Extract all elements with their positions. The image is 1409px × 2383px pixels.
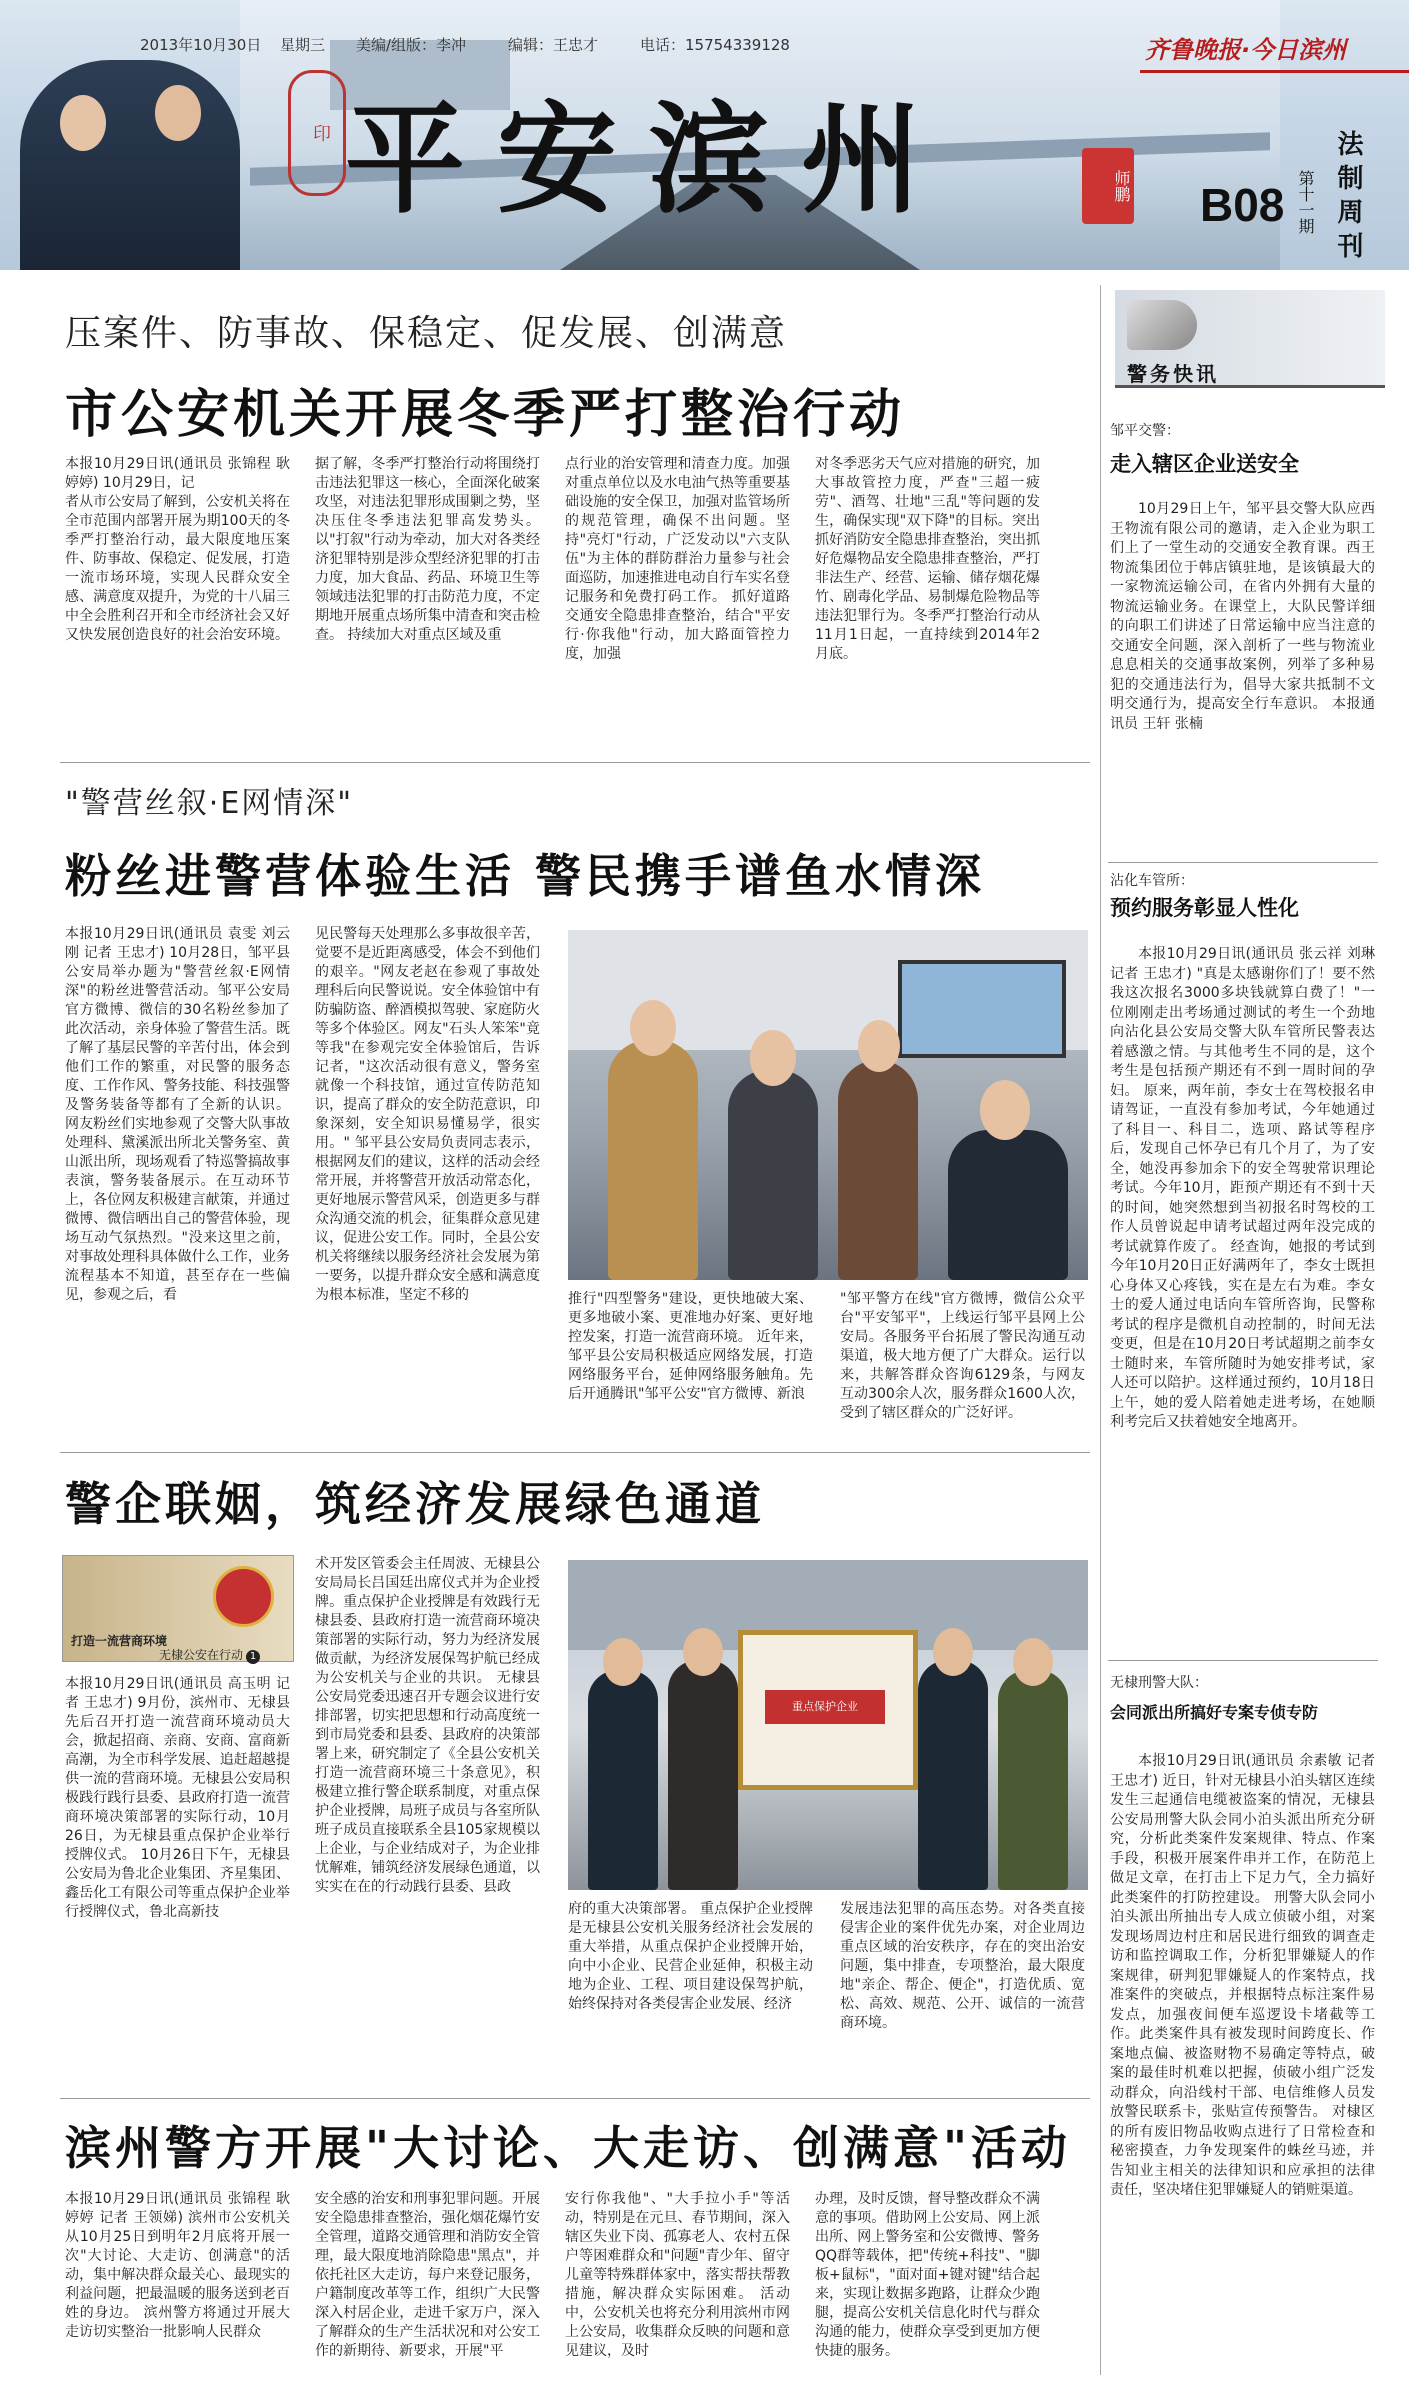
photo-person bbox=[918, 1660, 988, 1890]
photo-head bbox=[858, 1020, 900, 1072]
sidebar-item3-unit: 无棣刑警大队： bbox=[1110, 1675, 1208, 1691]
masthead bbox=[0, 0, 1409, 270]
article2-col1: 本报10月29日讯(通讯员 袁雯 刘云刚 记者 王忠才) 10月28日，邹平县公安局举办题为"警营丝叙·E网情深"的粉丝进警营活动。邹平公安局官方微博、微信的30名粉丝参加了此次活动，亲身体验了警营生活。既了解了基层民警的辛苦付出，体会到他们工作的繁重，对民警的服务态度、工作作风、警务技能、科技强警及警务装备等都有了全新的认识。 网友粉丝们实地参观了交警大队事故处理科、黛溪派出所北关警务室、黄山派出所，现场观看了特巡警搞故事表演，警务装备展示。在互动环节上，各位网友积极建言献策，并通过微博、微信晒出自己的警营体验，现场互动气氛热烈。"没来这里之前，对事故处理科具体做什么工作，业务流程基本不知道，甚至存在一些偏见，参观之后，看 bbox=[65, 926, 290, 1303]
article2-col4: "邹平警方在线"官方微博，微信公众平台"平安邹平"，上线运行邹平县网上公安局。各服务平台拓展了警民沟通互动渠道，极大地方便了广大群众。运行以来，共解答群众咨询6129条，与网友互动300余人次，服务群众1600人次，受到了辖区群众的广泛好评。 bbox=[840, 1291, 1085, 1421]
series-sub-text: 无棣公安在行动 bbox=[159, 1648, 244, 1662]
police-face-female bbox=[60, 95, 106, 151]
sidebar-item2-body: 本报10月29日讯(通讯员 张云祥 刘琳 记者 王忠才) "真是太感谢你们了！要不然我这次报名3000多块钱就算白费了！"一位刚刚走出考场通过测试的考生一个劲地向沾化县公安局交警大队车管所民警表达着感激之情。与其他考生不同的是，这个考生是包括预产期还有不到一周时间的孕妇。 原来，两年前，李女士在驾校报名申请驾证，一直没有参加考试，今年她通过了科目一、科目二，选项、路试等程序后，发现自己怀孕已有几个月了，为了安全，她没再参加余下的安全驾驶常识理论考试。今年10月，距预产期还有不到十天的时间，她突然想到当初报名时驾校的工作人员曾说起申请考试超过两年没完成的考试就算作废了。 经查询，她报的考试到今年10月20日正好满两年了，李女士既担心身体又心疼钱，实在是左右为难。李女士的爱人通过电话向车管所咨询，民警称考试的程序是微机自动控制的，时间无法变更，但是在10月20日考试超期之前李女士随时来，车管所随时为她安排考试，家人还可以陪护。这样通过预约，10月18日上午，她的爱人陪着她走进考场，在她顺利考完后又扶着她安全地离开。 bbox=[1110, 946, 1375, 1430]
article4-col1: 本报10月29日讯(通讯员 张锦程 耿婷婷 记者 王领娣) 滨州市公安机关从10月25日到明年2月底将开展一次"大讨论、大走访、创满意"的活动，集中解决群众最关心、最现实的利益问题，把最温暖的服务送到老百姓的身边。 滨州警方将通过开展大走访切实整治一批影响人民群众 bbox=[65, 2191, 290, 2340]
article1-col4: 对冬季恶劣天气应对措施的研究，加大事故管控力度，严查"三超一疲劳"、酒驾、壮地"三乱"等问题的发生，确保实现"双下降"的目标。突出抓好消防安全隐患排查整治，突出抓好危爆物品安全隐患排查整治，严打非法生产、经营、运输、储存烟花爆竹、剧毒化学品、易制爆危险物品等违法犯罪行为。冬季严打整治行动从11月1日起，一直持续到2014年2月底。 bbox=[815, 456, 1040, 662]
article3-col4: 发展违法犯罪的高压态势。对各类直接侵害企业的案件优先办案，对企业周边重点区域的治安秩序，存在的突出治安问题，集中排查，专项整治，最大限度地"亲企、帮企、便企"，打造优质、宽松、高效、规范、公开、诚信的一流营商环境。 bbox=[840, 1901, 1085, 2031]
photo-person bbox=[588, 1670, 658, 1890]
photo-person bbox=[948, 1130, 1068, 1280]
sidebar-item2-title: 预约服务彰显人性化 bbox=[1110, 896, 1299, 920]
article2-kicker: "警营丝叙·E网情深" bbox=[65, 786, 354, 821]
newspaper-brand: 齐鲁晚报·今日滨州 bbox=[1145, 36, 1347, 64]
photo-plaque-ceremony bbox=[568, 1560, 1088, 1890]
divider bbox=[60, 1452, 1090, 1453]
article3-col1: 本报10月29日讯(通讯员 高玉明 记者 王忠才) 9月份，滨州市、无棣县先后召开打造一流营商环境动员大会，掀起招商、亲商、安商、富商新高潮，为全市科学发展、追赶超越提供一流的营商环境。无棣县公安局积极践行践行县委、县政府打造一流营商环境决策部署的实际行动，10月26日，为无棣县重点保护企业举行授牌仪式。 10月26日下午，无棣县公安局为鲁北企业集团、齐星集团、鑫岳化工有限公司等重点保护企业举行授牌仪式，鲁北高新技 bbox=[65, 1676, 290, 1920]
sidebar-item1-unit: 邹平交警： bbox=[1110, 423, 1180, 439]
article1-col1 bbox=[65, 455, 290, 740]
masthead-designer: 美编/组版：李冲 bbox=[356, 36, 467, 54]
divider bbox=[60, 2098, 1090, 2099]
article3-col2: 术开发区管委会主任周波、无棣县公安局局长吕国廷出席仪式并为企业授牌。重点保护企业授牌是有效践行无棣县委、县政府打造一流营商环境决策部署的实际行动，努力为经济发展做贡献，为经济发展保驾护航已经成为公安机关与企业的共识。 无棣县公安局党委迅速召开专题会议进行安排部署，切实把思想和行动高度统一到市局党委和县委、县政府的决策部署上来，研究制定了《全县公安机关打造一流营商环境三十条意见》，积极建立推行警企联系制度，对重点保护企业授牌，局班子成员与各室所队班子成员直接联系全县105家规模以上企业，与企业结成对子，为企业排忧解难，铺筑经济发展绿色通道，以实实在在的行动践行县委、县政 bbox=[315, 1556, 540, 1895]
sidebar-item1-body: 10月29日上午，邹平县交警大队应西王物流有限公司的邀请，走入企业为职工们上了一堂生动的交通安全教育课。西王物流集团位于韩店镇驻地，是该镇最大的一家物流运输公司，在省内外拥有大量的物流运输业务。在课堂上，大队民警详细的向职工们讲述了日常运输中应当注意的交通安全问题，深入剖析了一些与物流业息息相关的交通事故案例，列举了多种易犯的交通违法行为，倡导大家共抵制不文明交通行为，提高安全行车意识。 本报通讯员 王轩 张楠 bbox=[1110, 501, 1375, 732]
series-number-badge: 1 bbox=[246, 1650, 260, 1664]
sidebar-item3-title: 会同派出所搞好专案专侦专防 bbox=[1110, 1703, 1319, 1722]
photo-person bbox=[998, 1670, 1068, 1890]
article1-dateline: 本报10月29日讯(通讯员 张锦程 耿婷婷) 10月29日，记 bbox=[65, 456, 290, 491]
divider bbox=[1108, 1660, 1378, 1661]
brand-underline bbox=[1140, 70, 1409, 73]
masthead-stamp-icon: 师鹏 bbox=[1082, 148, 1134, 224]
plaque-label: 重点保护企业 bbox=[765, 1690, 885, 1724]
masthead-date: 2013年10月30日 bbox=[140, 36, 262, 54]
photo-person bbox=[728, 1070, 818, 1280]
plaque bbox=[738, 1630, 918, 1790]
sidebar-divider bbox=[1100, 285, 1101, 2375]
article3-col3: 府的重大决策部署。 重点保护企业授牌是无棣县公安机关服务经济社会发展的重大举措，从重点保护企业授牌开始，向中小企业、民营企业延伸，积极主动地为企业、工程、项目建设保驾护航，始终保持对各类侵害企业发展、经济 bbox=[568, 1901, 813, 2012]
article2-col3: 推行"四型警务"建设，更快地破大案、更多地破小案、更准地办好案、更好地控发案，打造一流营商环境。 近年来，邹平县公安局积极适应网络发展，打造网络服务平台，延伸网络服务触角。先后开通腾讯"邹平公安"官方微博、新浪 bbox=[568, 1291, 813, 1402]
photo-person bbox=[668, 1660, 738, 1890]
series-logo bbox=[62, 1555, 294, 1662]
photo-fans-visit bbox=[568, 930, 1088, 1280]
article3-headline: 警企联姻，筑经济发展绿色通道 bbox=[65, 1477, 765, 1531]
police-emblem-icon bbox=[213, 1566, 274, 1627]
photo-head bbox=[980, 1080, 1030, 1140]
photo-head bbox=[750, 1030, 796, 1086]
article1-col1-text: 者从市公安局了解到，公安机关将在全市范围内部署开展为期100天的冬季严打整治行动，最大限度地压案件、防事故、保稳定、促发展，打造一流市场环境，实现人民群众安全感、满意度双提升，为党的十八届三中全会胜利召开和全市经济社会又好又快发展创造良好的社会治安环境。 bbox=[65, 494, 290, 643]
article1-headline: 市公安机关开展冬季严打整治行动 bbox=[65, 385, 906, 445]
series-sub bbox=[159, 1646, 260, 1664]
photo-head bbox=[1013, 1638, 1053, 1686]
article2-col2: 见民警每天处理那么多事故很辛苦，觉要不是近距离感受，体会不到他们的艰辛。"网友老赵在参观了事故处理科后向民警说说。安全体验馆中有防骗防盗、醉酒模拟驾驶、家庭防火等多个体验区。网友"石头人笨笨"竟等我"在参观完安全体验馆后，告诉记者，"这次活动很有意义，警务室就像一个科技馆，通过宣传防范知识，提高了群众的安全防范意识，印象深刻，安全知识易懂易学，很实用。" 邹平县公安局负责同志表示，根据网友们的建议，这样的活动会经常开展，并将警营开放活动常态化，更好地展示警营风采，创造更多与群众沟通交流的机会，征集群众意见建议，促进公安工作。同时，全县公安机关将继续以服务经济社会发展为第一要务，以提升群众安全感和满意度为根本标准，坚定不移的 bbox=[315, 926, 540, 1303]
police-face-male bbox=[155, 85, 201, 141]
photo-head bbox=[630, 1000, 676, 1056]
page-title: 平安滨州 bbox=[345, 89, 953, 230]
masthead-seal-icon: 印 bbox=[288, 70, 346, 196]
photo-head bbox=[933, 1628, 973, 1676]
sidebar-header-title: 警务快讯 bbox=[1127, 362, 1219, 386]
megaphone-icon bbox=[1127, 300, 1197, 350]
sidebar-item2-unit: 沾化车管所： bbox=[1110, 873, 1194, 889]
article1-col2: 据了解，冬季严打整治行动将围绕打击违法犯罪这一核心，全面深化破案攻坚，对违法犯罪形成围剿之势，坚决压住冬季违法犯罪高发势头。以"打叙"行动为牵动，加大对各类经济犯罪特别是涉众型经济犯罪的打击力度，加大食品、药品、环境卫生等领域违法犯罪的打击防范力度，不定期地开展重点场所集中清查和突击检查。 持续加大对重点区域及重 bbox=[315, 456, 540, 643]
article2-headline: 粉丝进警营体验生活 警民携手谱鱼水情深 bbox=[65, 849, 986, 903]
masthead-police-photo bbox=[20, 60, 240, 270]
article4-headline: 滨州警方开展"大讨论、大走访、创满意"活动 bbox=[65, 2121, 1071, 2175]
sidebar-item3-body: 本报10月29日讯(通讯员 余素敏 记者 王忠才) 近日，针对无棣县小泊头辖区连续发生三起通信电缆被盗案的情况，无棣县公安局刑警大队会同小泊头派出所充分研究，分析此类案件发案规律、特点、作案手段，积极开展案件串并工作，在防范上做足文章，在打击上下足力气，全力搞好此类案件的打防控建设。 刑警大队会同小泊头派出所抽出专人成立侦破小组，对案发现场周边村庄和居民进行细致的调查走访和监控调取工作，分析犯罪嫌疑人的作案规律，研判犯罪嫌疑人的作案特点，找准案件的突破点，并根据特点标注案件易发点，加强夜间便车巡逻设卡堵截等工作。此类案件具有被发现时间跨度长、作案地点偏、被盗财物不易确定等特点，破案的最佳时机难以把握，侦破小组广泛发动群众，向沿线村干部、电信维修人员发放警民联系卡，张贴宣传预警告。 对棣区的所有废旧物品收购点进行了日常检查和秘密摸查，力争发现案件的蛛丝马迹，并告知业主相关的法律知识和应承担的法律责任，坚决堵住犯罪嫌疑人的销赃渠道。 bbox=[1110, 1753, 1375, 2198]
photo-person bbox=[838, 1060, 918, 1280]
masthead-weekday: 星期三 bbox=[280, 36, 326, 54]
article4-col2: 安全感的治安和刑事犯罪问题。开展安全隐患排查整治，强化烟花爆竹安全管理，道路交通管理和消防安全管理，最大限度地消除隐患"黑点"，并依托社区大走访，每户来登记服务，户籍制度改革等工作，组织广大民警深入村居企业，走进千家万户，深入了解群众的生产生活状况和对公安工作的新期待、新要求，开展"平 bbox=[315, 2191, 540, 2359]
article1-col3: 点行业的治安管理和清查力度。加强对重点单位以及水电油气热等重要基础设施的安全保卫，加强对监管场所的规范管理，确保不出问题。坚持"亮灯"行动，广泛发动以"六支队伍"为主体的群防群治力量参与社会面巡防，加速推进电动自行车实名登记服务和免费打码工作。 抓好道路交通安全隐患排查整治，结合"平安行·你我他"行动，加大路面管控力度，加强 bbox=[565, 456, 790, 662]
article4-col3: 安行你我他"、"大手拉小手"等活动，特别是在元旦、春节期间，深入辖区失业下岗、孤寡老人、农村五保户等困难群众和"问题"青少年、留守儿童等特殊群体家中，落实帮扶帮教措施，解决群众实际困难。 活动中，公安机关也将充分利用滨州市网上公安局，收集群众反映的问题和意见建议，及时 bbox=[565, 2191, 790, 2359]
series-caption: 打造一流营商环境 bbox=[71, 1634, 168, 1648]
issue-number: 第十一期 bbox=[1296, 170, 1315, 234]
page-number: B08 bbox=[1200, 179, 1285, 231]
sidebar-header bbox=[1115, 290, 1385, 388]
sidebar-item1-title: 走入辖区企业送安全 bbox=[1110, 452, 1299, 476]
photo-screen bbox=[898, 960, 1066, 1058]
masthead-phone: 电话：15754339128 bbox=[640, 36, 790, 54]
article1-kicker: 压案件、防事故、保稳定、促发展、创满意 bbox=[65, 313, 788, 354]
divider bbox=[1108, 862, 1378, 863]
masthead-editor: 编辑：王忠才 bbox=[508, 36, 599, 54]
photo-person bbox=[608, 1040, 698, 1280]
article4-col4: 办理，及时反馈，督导整改群众不满意的事项。借助网上公安局、网上派出所、网上警务室和公安微博、警务QQ群等载体，把"传统+科技"、"脚板+鼠标"，"面对面+键对键"结合起来，实现让数据多跑路，让群众少跑腿，提高公安机关信息化时代与群众沟通的能力，使群众享受到更加方便快捷的服务。 bbox=[815, 2191, 1040, 2359]
photo-head bbox=[683, 1628, 723, 1676]
section-name: 法制周刊 bbox=[1333, 130, 1363, 266]
photo-head bbox=[603, 1638, 643, 1686]
divider bbox=[60, 762, 1090, 763]
